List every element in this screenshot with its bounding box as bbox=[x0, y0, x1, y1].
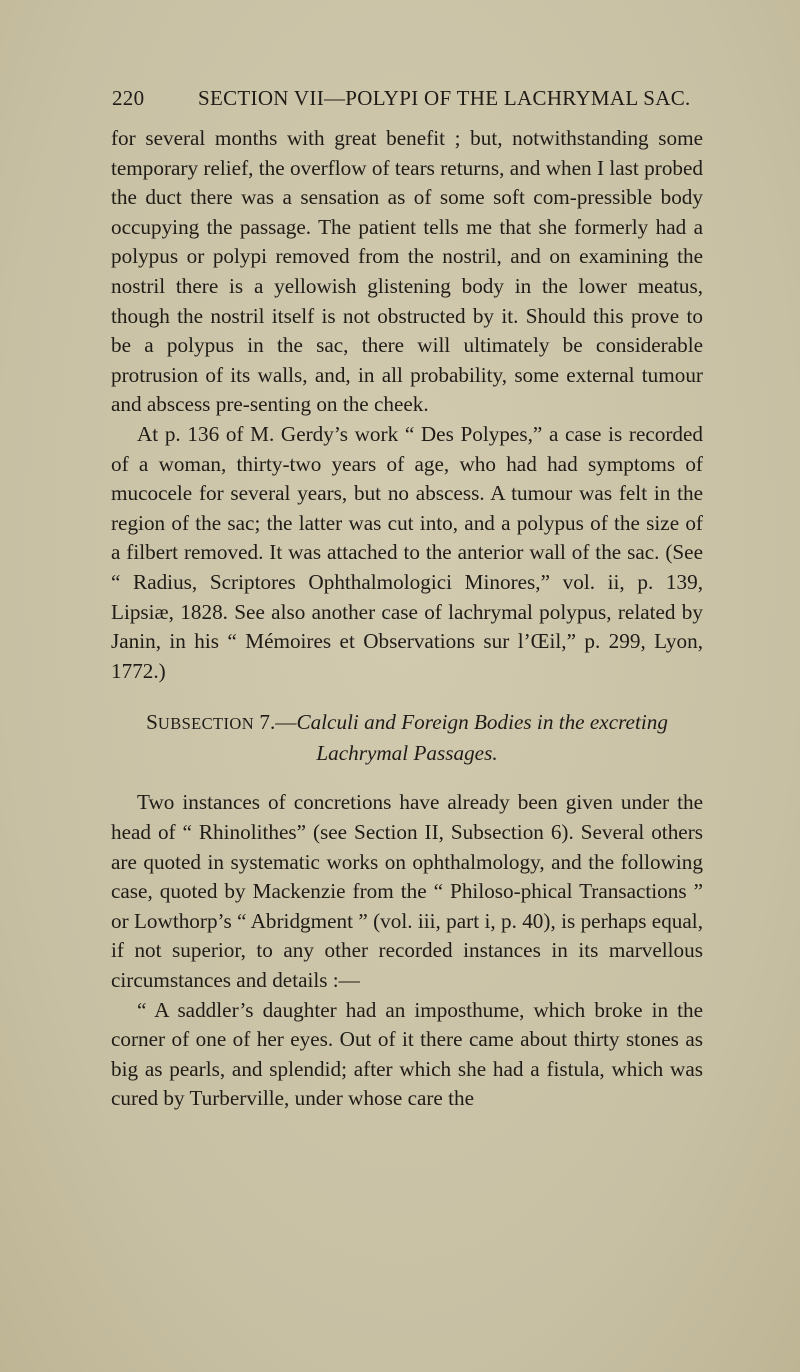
subsection-number: 7.— bbox=[259, 710, 297, 735]
body-text bbox=[111, 124, 703, 1114]
section-title: SECTION VII—POLYPI OF THE LACHRYMAL SAC. bbox=[198, 86, 691, 110]
subsection-heading bbox=[111, 708, 703, 768]
paragraph-continued: for several months with great benefit ; but, notwithstanding some temporary relief, the overflow of tears returns, and when I last probed the duct there was a sensation as of some soft com-pressible body occupying the passage. The patient tells me that she formerly had a polypus or polypi removed from the nostril, and on examining the nostril there is a yellowish glistening body in the lower meatus, though the nostril itself is not obstructed by it. Should this prove to be a polypus in the sac, there will ultimately be considerable protrusion of its walls, and, in all probability, some external tumour and abscess pre-senting on the cheek. bbox=[111, 126, 703, 417]
subsection-label-rest: UBSECTION bbox=[157, 714, 255, 734]
paragraph-gerdy-case: At p. 136 of M. Gerdy’s work “ Des Polypes,” a case is recorded of a woman, thirty-two years of age, who had had symptoms of mucocele for several years, but no abscess. A tumour was felt in the region of the sac; the latter was cut into, and a polypus of the size of a filbert removed. It was attached to the anterior wall of the sac. (See “ Radius, Scriptores Ophthalmologici Minores,” vol. ii, p. 139, Lipsiæ, 1828. See also another case of lachrymal polypus, related by Janin, in his “ Mémoires et Observations sur l’Œil,” p. 299, Lyon, 1772.) bbox=[111, 421, 703, 683]
subsection-label-initial: S bbox=[146, 710, 158, 735]
paragraph-quotation: “ A saddler’s daughter had an imposthume, which broke in the corner of one of her eyes. Out of it there came about thirty stones as big as pearls, and splendid; after which she had a fistula, which was cured by Turberville, under whose care the bbox=[111, 997, 703, 1111]
page-number: 220 bbox=[112, 86, 145, 110]
subsection-title: Calculi and Foreign Bodies in the excreting Lachrymal Passages. bbox=[296, 710, 668, 765]
paragraph-concretions: Two instances of concretions have already been given under the head of “ Rhinolithes” (see Section II, Subsection 6). Several others are quoted in systematic works on ophthalmology, and the following case, quoted by Mackenzie from the “ Philoso-phical Transactions ” or Lowthorp’s “ Abridgment ” (vol. iii, part i, p. 40), is perhaps equal, if not superior, to any other recorded instances in its marvellous circumstances and details :— bbox=[111, 790, 703, 993]
running-head bbox=[112, 86, 702, 116]
